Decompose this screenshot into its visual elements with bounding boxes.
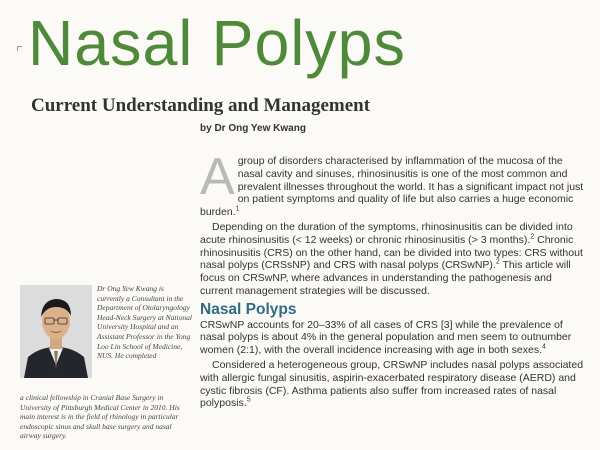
crop-mark <box>17 46 22 51</box>
drop-cap: A <box>200 148 235 206</box>
article-body <box>200 148 585 412</box>
author-portrait-icon <box>20 285 92 378</box>
author-photo <box>20 285 92 378</box>
article-subtitle: Current Understanding and Management <box>31 95 371 116</box>
intro-paragraph: A group of disorders characterised by inflammation of the mucosa of the nasal cavity and sinuses, rhinosinusitis is one of the most common and prevalent illnesses throughout the world. It has a significant impact not just on patient symptoms and quality of life but also carries a huge economic burden.$^1$ <box>200 148 584 219</box>
reference-marker: 5 <box>246 396 251 404</box>
reference-marker: 4 <box>542 343 546 351</box>
reference-marker: 2 <box>495 258 500 266</box>
prevalence-paragraph: CRSwNP accounts for 20–33% of all cases of CRS [3] while the prevalence of nasal polyps is about 4% in the general population and men seem to outnumber women (2:1), with the overall incidence increasing with age in both sexes.$^4$ <box>200 318 572 357</box>
reference-marker: 2 <box>530 233 535 241</box>
author-bio: Dr Ong Yew Kwang is currently a Consultant in the Department of Otolaryngology Head-Neck Surgery at National University Hospital and an Assistant Professor in the Yong Loo Lin School of Medicine, NUS. He completed <box>97 284 192 361</box>
author-bio-continued: a clinical fellowship in Cranial Base Surgery in University of Pittsburgh Medical Center in 2010. His main interest is in the field of rhinology in particular endoscopic sinus and skull base surgery and nasal airway surgery. <box>20 393 180 441</box>
reference-marker: 1 <box>235 205 240 213</box>
heterogeneity-paragraph: Considered a heterogeneous group, CRSwNP includes nasal polyps associated with allergic fungal sinusitis, aspirin-exacerbated respiratory disease (AERD) and cystic fibrosis (CF). Asthma patients also suffer from increased rates of nasal polyposis.$^5$ <box>200 358 584 410</box>
classification-paragraph: Depending on the duration of the symptoms, rhinosinusitis can be divided into acute rhinosinusitis (< 12 weeks) or chronic rhinosinusitis (> 3 months).$^2$ Chronic rhinosinusitis (CRS) on the other hand, can be divided into two types: CRS without nasal polyps (CRSsNP) and CRS with nasal polyps (CRSwNP).$^2$ This article will focus on CRSwNP, where advances in understanding the pathogenesis and current management strategies will be discussed. <box>200 220 583 297</box>
author-byline: by Dr Ong Yew Kwang <box>200 123 306 134</box>
article-title: Nasal Polyps <box>28 7 406 79</box>
section-heading-nasal-polyps: Nasal Polyps <box>200 300 297 318</box>
